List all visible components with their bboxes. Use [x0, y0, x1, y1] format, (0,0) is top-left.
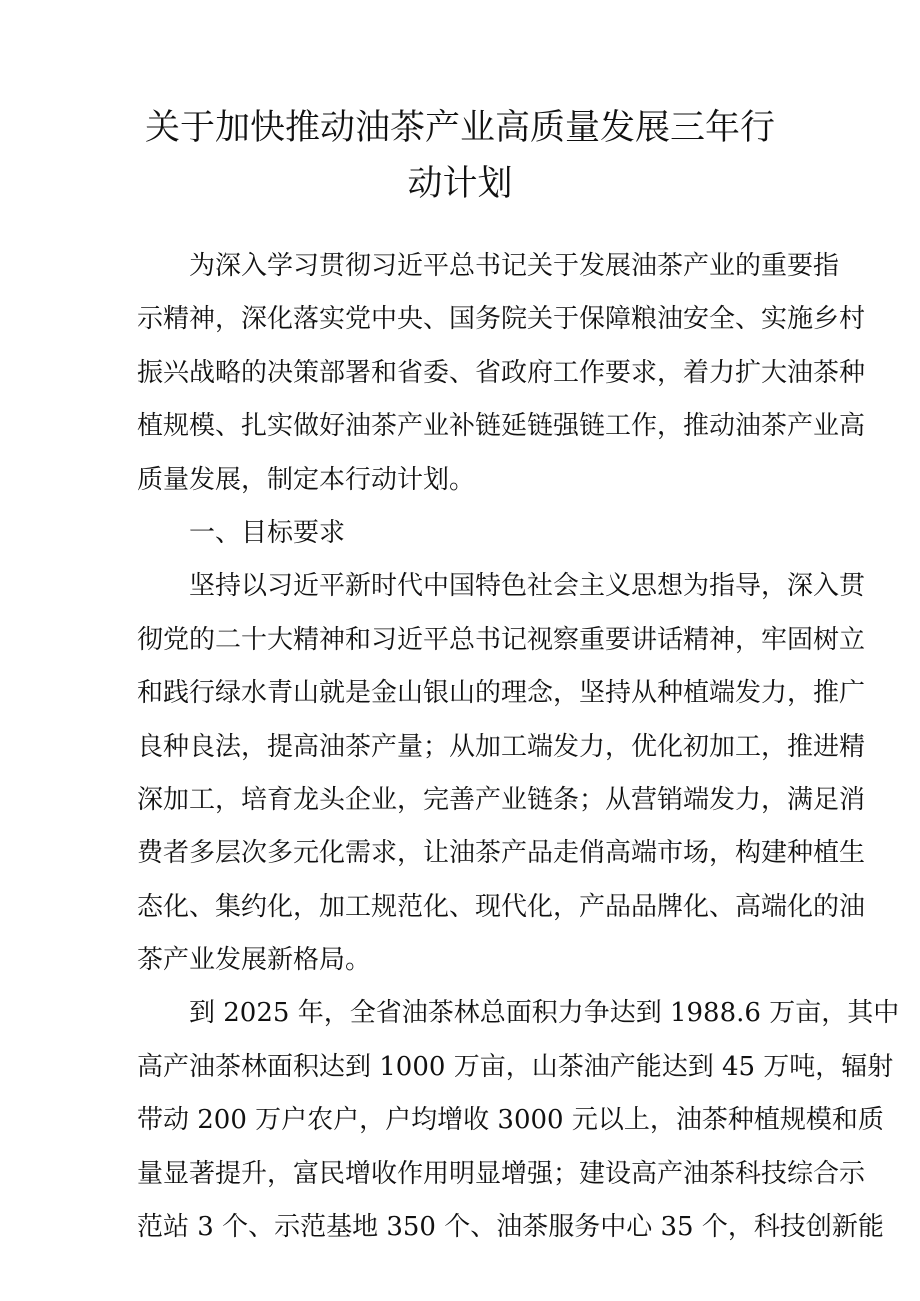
- paragraph-line: 高产油茶林面积达到 1000 万亩，山茶油产能达到 45 万吨，辐射: [137, 1051, 894, 1082]
- paragraph-line: 为深入学习贯彻习近平总书记关于发展油茶产业的重要指: [189, 251, 840, 281]
- paragraph-line: 彻党的二十大精神和习近平总书记视察重要讲话精神，牢固树立: [137, 624, 866, 655]
- paragraph-line: 深加工，培育龙头企业，完善产业链条；从营销端发力，满足消: [137, 784, 866, 815]
- paragraph-line: 和践行绿水青山就是金山银山的理念，坚持从种植端发力，推广: [137, 678, 866, 709]
- paragraph-line: 量显著提升，富民增收作用明显增强；建设高产油茶科技综合示: [137, 1158, 866, 1189]
- section-heading: 一、目标要求: [189, 517, 346, 548]
- title-line-1: 关于加快推动油茶产业高质量发展三年行: [144, 108, 775, 148]
- paragraph-line: 植规模、扎实做好油茶产业补链延链强链工作，推动油茶产业高: [137, 411, 866, 442]
- paragraph-line: 范站 3 个、示范基地 350 个、油茶服务中心 35 个，科技创新能: [137, 1212, 884, 1243]
- paragraph-line: 态化、集约化，加工规范化、现代化，产品品牌化、高端化的油: [137, 891, 866, 922]
- paragraph-intro: [137, 240, 866, 507]
- paragraph-line: 良种良法，提高油茶产量；从加工端发力，优化初加工，推进精: [137, 731, 866, 762]
- document-body: [137, 240, 900, 1254]
- document-title: [130, 100, 790, 212]
- paragraph-line: 带动 200 万户农户，户均增收 3000 元以上，油茶种植规模和质: [137, 1105, 884, 1136]
- paragraph-line: 到 2025 年，全省油茶林总面积力争达到 1988.6 万亩，其中: [189, 998, 900, 1029]
- paragraph-guidance: [137, 560, 866, 987]
- paragraph-line: 坚持以习近平新时代中国特色社会主义思想为指导，深入贯: [189, 571, 866, 602]
- paragraph-line: 费者多层次多元化需求，让油茶产品走俏高端市场，构建种植生: [137, 838, 866, 869]
- paragraph-line: 振兴战略的决策部署和省委、省政府工作要求，着力扩大油茶种: [137, 357, 866, 388]
- paragraph-line: 茶产业发展新格局。: [137, 945, 372, 976]
- paragraph-line: 示精神，深化落实党中央、国务院关于保障粮油安全、实施乡村: [137, 304, 866, 335]
- title-line-2: 动计划: [407, 164, 513, 204]
- paragraph-targets: [137, 987, 900, 1254]
- paragraph-line: 质量发展，制定本行动计划。: [137, 464, 476, 495]
